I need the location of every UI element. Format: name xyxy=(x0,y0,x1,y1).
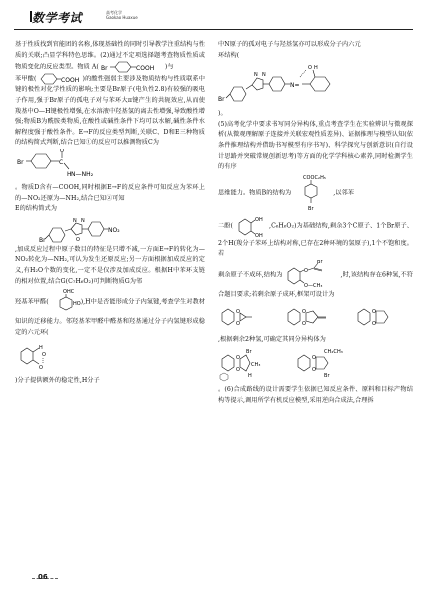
paragraph: 剩余原子不成环,结构为 O Br O—CH₃ ,时,该结构存在6种氢,不符合题目要求;若剩余原子成环,框架可设计为 xyxy=(218,259,413,298)
svg-text:H: H xyxy=(39,345,43,352)
page-footer xyxy=(14,575,413,589)
svg-text:O: O xyxy=(304,267,309,274)
structure-catechol xyxy=(235,213,269,239)
svg-text:O: O xyxy=(236,308,240,315)
svg-text:H: H xyxy=(314,65,318,72)
svg-text:COOH: COOH xyxy=(135,65,155,73)
svg-text:HO: HO xyxy=(72,301,81,308)
paragraph: 。(6)合成路线的设计需要学生依据已知反应条件、原料和目标产物结构等提示,调用所学有机反应模型,采用逆向合成法,合理拆 xyxy=(218,386,413,404)
svg-text:O: O xyxy=(372,308,376,315)
svg-text:Br: Br xyxy=(246,349,252,356)
structure-hbond-ring xyxy=(15,338,55,376)
svg-text:CH₃: CH₃ xyxy=(251,362,261,369)
paragraph: 。物质D含有—COOH,同时根据E→F的反应条件可知反应为苯环上的—NO₂还原为—NH₂,结合已知②可知 xyxy=(15,183,205,202)
svg-text:CH₂CH₃: CH₂CH₃ xyxy=(324,349,343,356)
page-header xyxy=(14,8,413,30)
structure-compound-e xyxy=(15,215,165,245)
svg-text:O: O xyxy=(42,352,46,359)
svg-text:N—NH₂: N—NH₂ xyxy=(71,170,94,178)
svg-text:COOC₂H₅: COOC₂H₅ xyxy=(303,174,327,181)
paragraph: (5)高考化学中要求书写同分异构体,重点考查学生在实验辨识与微观探析(从微观理解原子连接并关联宏观性质差异)、证据推理与模型认知(依条件推理结构并借助书写模型有序书写)、科学探究与创新意识(自行设计思路并突破常规创新思考)等方面的化学学科核心素养,同时检测学生的有序 xyxy=(218,120,413,171)
svg-text:O: O xyxy=(236,367,240,374)
svg-text:O: O xyxy=(39,365,43,372)
structure-isomers xyxy=(218,345,408,385)
svg-text:H: H xyxy=(67,170,72,178)
svg-text:OH: OH xyxy=(255,232,263,239)
structure-open-chain xyxy=(284,260,340,290)
svg-text:O: O xyxy=(236,355,240,362)
svg-text:O: O xyxy=(76,236,80,243)
structure-benzoic-acid xyxy=(39,73,83,85)
svg-text:Br: Br xyxy=(324,373,330,380)
svg-text:N: N xyxy=(81,217,85,224)
svg-text:H: H xyxy=(248,373,252,380)
structure-salicylaldehyde xyxy=(51,287,81,317)
svg-text:Br: Br xyxy=(17,158,24,166)
framework-rings xyxy=(218,301,408,335)
paragraph: 二酚( OH OH ,C₆H₆O₂)为基础结构,剩余3个C原子、1个Br原子、2个H(羧分子苯环上结构对称,已存在2种环境的氢原子),1个不饱和度。若 xyxy=(218,213,413,260)
svg-text:NO₂: NO₂ xyxy=(108,226,120,234)
structure-compound-h xyxy=(218,61,408,109)
right-column xyxy=(218,40,413,406)
paragraph: 苯甲酸( COOH )的酸性强弱主要涉及物质结构与性质联系中键的极性对化学性质的影响;主要是Br原子(电负性2.8)有较强的吸电子作用,强于Br原子的孤电子对与苯环大π键产生的共轭效应,从而使羧基中O—H键极性增强,在水溶液中羟基氢的离去性增强,导致酸性增强;物质B为酰胺类物质,在酸性或碱性条件下均可以水解,碱性条件水解程度强于酸性条件。E→F的反应类型判断,关联C、D和E三种物质的结构简式判断,结合已知①的反应可以推测物质C为 xyxy=(15,73,205,149)
paragraph: 中N原子的孤对电子与羟基氢亦可以形成分子内六元 xyxy=(218,41,361,48)
paragraph: 思维能力。物质B的结构为 COOC₂H₅ Br ,以邻苯 xyxy=(218,174,354,212)
paragraph: 羟基苯甲醛( OHC HO ),H中是否能形成分子内氢键,考查学生对教材知识的迁移能力。邻羟基苯甲醛中醛基和羟基通过分子内氢键形成稳定的六元环( xyxy=(15,289,205,336)
svg-text:O: O xyxy=(312,367,316,374)
paragraph: ,加成反应过程中原子数目的特征是只增不减,一方面E→F的转化为—NO₂转化为—NH₂,可认为发生还原反应;另一方面根据加成反应的定义,有H₂O个数的变化,一定不是仅涉及加成反应。根据H中苯环支链的相对位置,结合G(C₇H₆O₂)可判断物质G为邻 xyxy=(15,245,205,285)
svg-text:Br: Br xyxy=(317,259,324,265)
svg-text:Br: Br xyxy=(39,236,46,244)
paragraph: ,根据剩余2种氢,可确定其同分异构体为 xyxy=(218,335,326,343)
svg-text:O: O xyxy=(302,308,306,315)
left-column xyxy=(15,40,205,387)
svg-text:O: O xyxy=(302,320,306,327)
svg-text:Br: Br xyxy=(100,65,108,73)
svg-text:COOH: COOH xyxy=(60,77,79,85)
header-rule xyxy=(14,29,413,30)
svg-text:N: N xyxy=(254,72,258,79)
svg-text:Br: Br xyxy=(218,96,225,104)
svg-text:O: O xyxy=(312,355,316,362)
paragraph: )。 xyxy=(218,110,227,118)
journal-subtitle: 高考化学 Gaokao Huaxue xyxy=(106,10,138,20)
svg-text:O: O xyxy=(308,65,312,72)
structure-compound-b xyxy=(293,173,333,213)
svg-text:O: O xyxy=(372,320,376,327)
structure-bromobenzoic-acid xyxy=(101,61,165,73)
svg-text:OH: OH xyxy=(255,216,263,223)
journal-title: 数学考试 xyxy=(32,11,83,25)
paragraph: 基于性质找到官能团的名称,体现基础性的同时引导教学注重结构与性质的关联;凸显学科特色思维。(2)通过不定项选择题考查物质性质或物质变化的反应类型。物质 A( Br COOH )与 xyxy=(15,41,205,73)
svg-text:O: O xyxy=(60,148,64,154)
svg-text:N=: N= xyxy=(290,82,300,90)
structure-compound-c xyxy=(15,149,135,183)
svg-text:N: N xyxy=(262,72,266,79)
paragraph: 环结构( xyxy=(218,51,240,59)
svg-text:OHC: OHC xyxy=(62,289,75,296)
svg-text:Br: Br xyxy=(308,205,314,212)
paragraph: )分子提供额外的稳定性,H分子 xyxy=(15,377,100,385)
paragraph: E的结构简式为 xyxy=(15,205,57,213)
svg-text:N: N xyxy=(73,217,77,224)
svg-text:C: C xyxy=(59,158,64,166)
svg-text:O: O xyxy=(236,320,240,327)
page-number: 06 xyxy=(38,573,48,581)
svg-text:O—CH₃: O—CH₃ xyxy=(304,282,323,289)
